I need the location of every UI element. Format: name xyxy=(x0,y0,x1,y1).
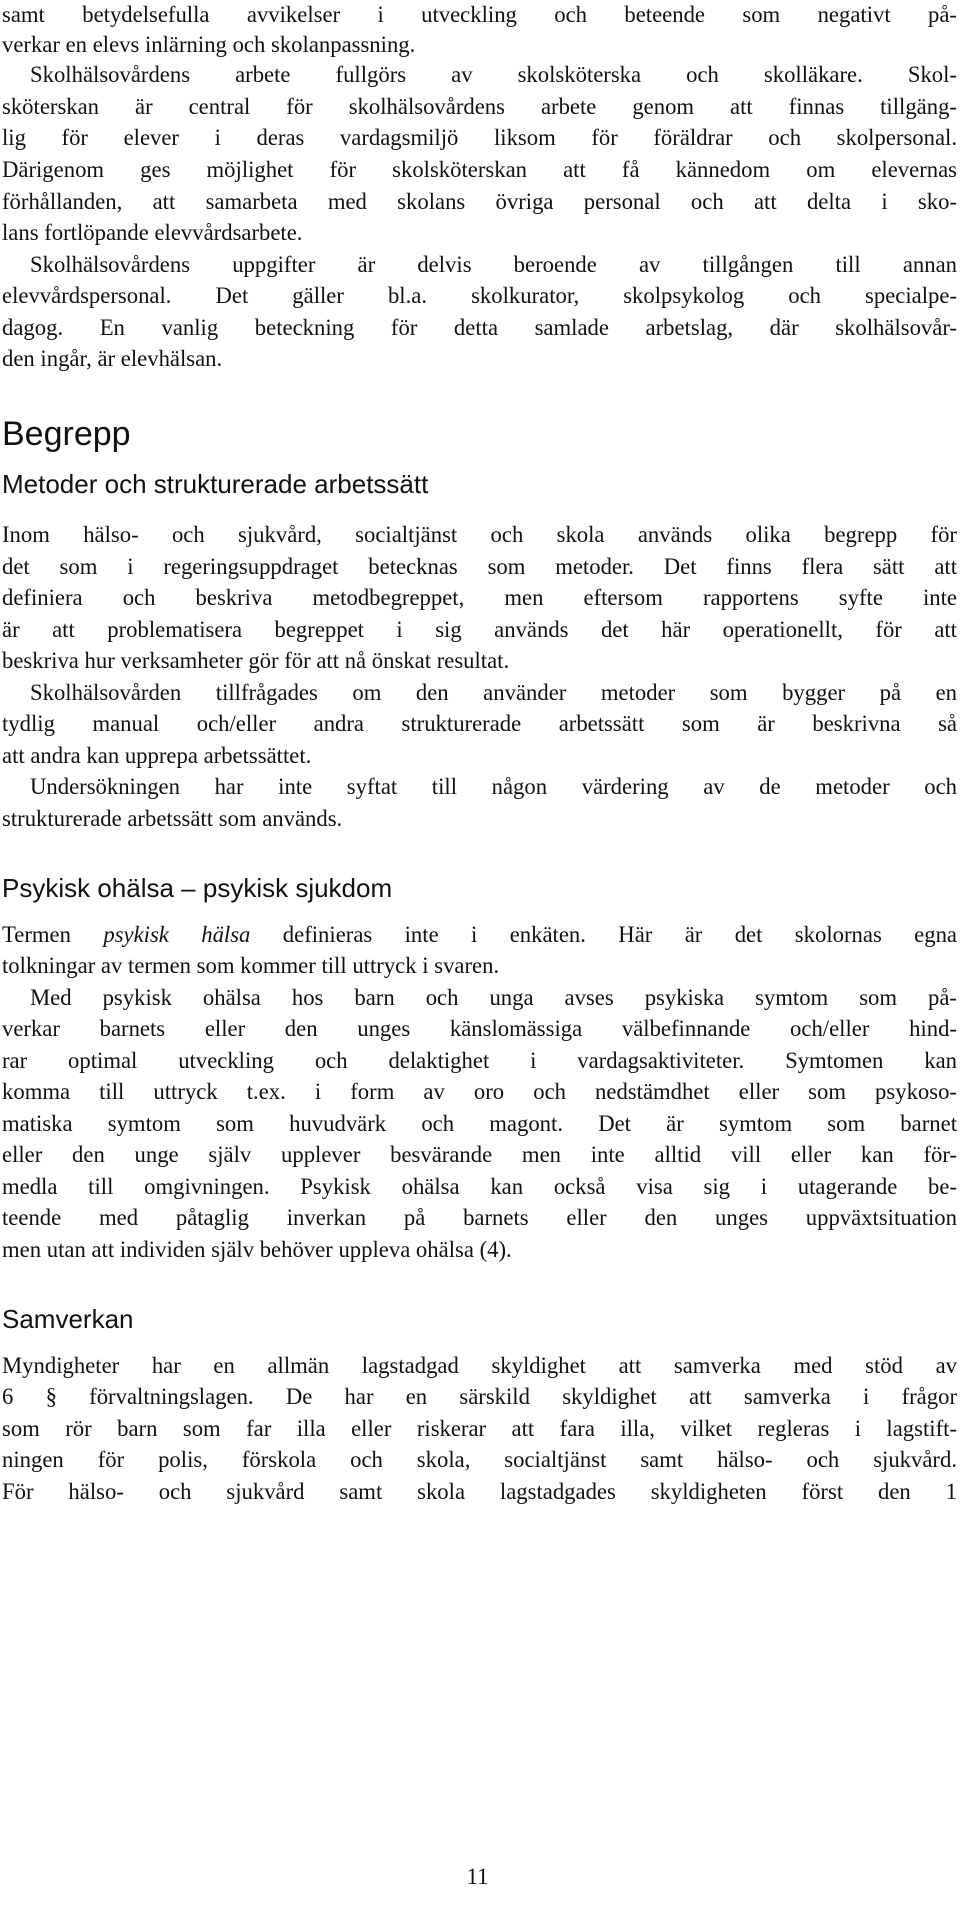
text-line: strukturerade arbetssätt som används. xyxy=(2,806,343,831)
text-line: elevvårdspersonal. Det gäller bl.a. skolkurator, skolpsykolog och specialpe- xyxy=(2,283,957,308)
text-line: Undersökningen har inte syftat till någon värdering av de metoder och xyxy=(30,774,957,799)
text-line: samt betydelsefulla avvikelser i utveckling och beteende som negativt på- xyxy=(2,2,957,27)
text-line: rar optimal utveckling och delaktighet i vardagsaktiviteter. Symtomen kan xyxy=(2,1048,957,1073)
text-line: som rör barn som far illa eller riskerar att fara illa, vilket regleras i lagstift- xyxy=(2,1416,957,1441)
section-heading-begrepp: Begrepp xyxy=(2,415,131,453)
text-line: lig för elever i deras vardagsmiljö liksom för föräldrar och skolpersonal. xyxy=(2,125,957,150)
text-line: För hälso- och sjukvård samt skola lagstadgades skyldigheten först den 1 xyxy=(2,1479,957,1504)
text-line: matiska symtom som huvudvärk och magont. Det är symtom som barnet xyxy=(2,1111,957,1136)
text-line: dagog. En vanlig beteckning för detta samlade arbetslag, där skolhälsovår- xyxy=(2,315,957,340)
text-line: Skolhälsovården tillfrågades om den använder metoder som bygger på en xyxy=(30,680,957,705)
text-line: Inom hälso- och sjukvård, socialtjänst och skola används olika begrepp för xyxy=(2,522,957,547)
subheading-psykisk-ohalsa: Psykisk ohälsa – psykisk sjukdom xyxy=(2,873,393,903)
subheading-metoder: Metoder och strukturerade arbetssätt xyxy=(2,469,429,499)
text-line: den ingår, är elevhälsan. xyxy=(2,346,223,371)
text-line: verkar en elevs inlärning och skolanpassning. xyxy=(2,32,416,57)
text-line: tydlig manual och/eller andra strukturerade arbetssätt som är beskrivna så xyxy=(2,711,957,736)
text-line: medla till omgivningen. Psykisk ohälsa kan också visa sig i utagerande be- xyxy=(2,1174,957,1199)
text-line: komma till uttryck t.ex. i form av oro och nedstämdhet eller som psykoso- xyxy=(2,1079,957,1104)
text-line: ningen för polis, förskola och skola, socialtjänst samt hälso- och sjukvård. xyxy=(2,1447,957,1472)
text-line: Myndigheter har en allmän lagstadgad skyldighet att samverka med stöd av xyxy=(2,1353,957,1378)
text-line: 6 § förvaltningslagen. De har en särskild skyldighet att samverka i frågor xyxy=(2,1384,957,1409)
text-line: förhållanden, att samarbeta med skolans övriga personal och att delta i sko- xyxy=(2,189,957,214)
text-run: Termen xyxy=(2,922,104,947)
subheading-samverkan: Samverkan xyxy=(2,1304,134,1334)
text-line: Med psykisk ohälsa hos barn och unga avses psykiska symtom som på- xyxy=(30,985,957,1010)
italic-term: psykisk hälsa xyxy=(103,922,251,947)
text-line: tolkningar av termen som kommer till uttryck i svaren. xyxy=(2,953,500,978)
text-line: det som i regeringsuppdraget betecknas som metoder. Det finns flera sätt att xyxy=(2,554,957,579)
page-number: 11 xyxy=(466,1864,489,1889)
text-line: eller den unge själv upplever besvärande men inte alltid vill eller kan för- xyxy=(2,1142,957,1167)
text-line: att andra kan upprepa arbetssättet. xyxy=(2,743,312,768)
text-line: Skolhälsovårdens arbete fullgörs av skolsköterska och skolläkare. Skol- xyxy=(30,62,957,87)
text-line: sköterskan är central för skolhälsovårdens arbete genom att finnas tillgäng- xyxy=(2,94,957,119)
text-line: definiera och beskriva metodbegreppet, men eftersom rapportens syfte inte xyxy=(2,585,957,610)
text-line: beskriva hur verksamheter gör för att nå önskat resultat. xyxy=(2,648,510,673)
text-line: lans fortlöpande elevvårdsarbete. xyxy=(2,220,303,245)
text-line: verkar barnets eller den unges känslomässiga välbefinnande och/eller hind- xyxy=(2,1016,957,1041)
text-line: Därigenom ges möjlighet för skolsköterskan att få kännedom om elevernas xyxy=(2,157,957,182)
text-line xyxy=(2,920,957,950)
text-line: teende med påtaglig inverkan på barnets eller den unges uppväxtsituation xyxy=(2,1205,957,1230)
text-run: definieras inte i enkäten. Här är det skolornas egna xyxy=(250,922,957,947)
text-line: är att problematisera begreppet i sig används det här operationellt, för att xyxy=(2,617,957,642)
text-line: Skolhälsovårdens uppgifter är delvis beroende av tillgången till annan xyxy=(30,252,957,277)
text-line: men utan att individen själv behöver uppleva ohälsa (4). xyxy=(2,1237,512,1262)
